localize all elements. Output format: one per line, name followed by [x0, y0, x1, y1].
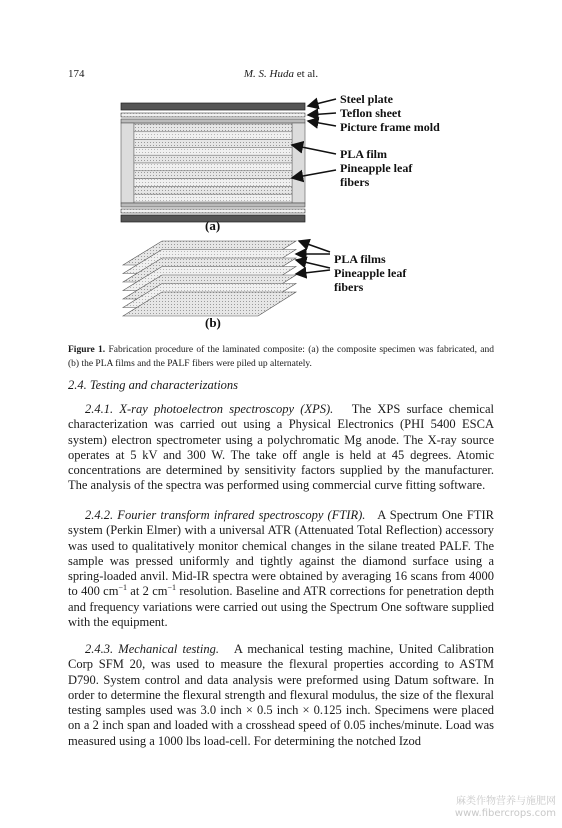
arrow-pla-films-1 [299, 241, 330, 252]
fiber-layer [134, 132, 292, 140]
label-fibers-b: fibers [334, 280, 364, 294]
paragraph-xps [68, 402, 494, 494]
caption-text: Fabrication procedure of the laminated composite: (a) the composite specimen was fabricated, and (b) the PLA films and the PALF fibers were piled up alternately. [68, 345, 494, 369]
label-pineapple-leaf: Pineapple leaf [340, 161, 413, 175]
paragraph-title-xps: 2.4.1. X-ray photoelectron spectroscopy (XPS). [85, 402, 334, 416]
watermark-line-2: www.fibercrops.com [454, 808, 556, 819]
frame-mold-bottom [121, 203, 305, 207]
fiber-layer [134, 194, 292, 202]
paragraph-text-ftir-1: A Spectrum One FTIR system (Perkin Elmer) with a universal ATR (Attenuated Total Reflection) accessory was used to qualitatively monitor chemical changes in the silane treated PALF. The sample was pressed uniformly and tightly against the diamond surface using a spring-loaded anvil. Mid-IR spectra were obtained by averaging 16 scans from 4000 to 400 cm [68, 508, 494, 599]
paragraph-text-ftir-3: resolution. Baseline and ATR corrections for penetration depth and frequency variations were carried out using the Spectrum One software supplied with the equipment. [68, 584, 494, 630]
fiber-layer [134, 147, 292, 155]
arrow-frame-mold [308, 121, 336, 126]
running-header-author: M. S. Huda [243, 68, 294, 80]
frame-mold-left [121, 123, 134, 203]
superscript-2: −1 [167, 583, 177, 593]
paragraph-text-mechanical: A mechanical testing machine, United Calibration Corp SFM 20, was used to measure the flexural properties according to ASTM D790. System control and data analysis were preformed using Datum software. In order to determine the flexural strength and flexural modulus, the size of the flexural testing samples used was 3.0 inch × 0.5 inch × 0.125 inch. Specimens were placed on a 2 inch span and loaded with a crosshead speed of 0.05 inches/minute. Load was measured using a 1000 lbs load-cell. For determining the notched Izod [68, 642, 495, 748]
paragraph-title-ftir: 2.4.2. Fourier transform infrared spectroscopy (FTIR). [85, 508, 366, 522]
pla-film-layer [134, 155, 292, 163]
section-heading: 2.4. Testing and characterizations [68, 378, 239, 392]
label-steel-plate: Steel plate [340, 92, 393, 106]
pla-film-layer [134, 140, 292, 148]
fiber-layer [134, 179, 292, 187]
arrow-pineapple-2 [296, 270, 330, 274]
paragraph-text-ftir-2: at 2 cm [126, 584, 168, 599]
caption-label: Figure 1. [68, 345, 106, 355]
label-pla-film: PLA film [340, 147, 387, 161]
pla-film-layer [134, 171, 292, 179]
teflon-sheet-bottom [121, 209, 305, 213]
diagram-b [123, 241, 407, 330]
arrow-steel-plate [308, 99, 336, 106]
running-header-etal: et al. [293, 68, 319, 80]
teflon-sheet-top [121, 113, 305, 117]
paragraph-title-mechanical: 2.4.3. Mechanical testing. [85, 642, 219, 656]
pla-film-layer [134, 124, 292, 132]
label-pla-films: PLA films [334, 252, 386, 266]
paragraph-mechanical [68, 642, 494, 749]
figure-caption [68, 343, 494, 371]
page-number: 174 [68, 68, 85, 80]
label-teflon-sheet: Teflon sheet [340, 106, 402, 120]
watermark [455, 796, 556, 820]
label-pineapple-leaf-b: Pineapple leaf [334, 266, 407, 280]
figure-1 [0, 88, 562, 338]
frame-mold-top [121, 119, 305, 123]
panel-label-a: (a) [205, 218, 221, 233]
watermark-line-1: 麻类作物营养与施肥网 [456, 796, 556, 807]
running-header [0, 68, 562, 80]
panel-label-b: (b) [205, 315, 221, 330]
superscript-1: −1 [118, 583, 127, 593]
fiber-layer [134, 163, 292, 171]
paragraph-text-xps: The XPS surface chemical characterization was carried out using a Physical Electronics (PHI 5400 ESCA system) electron spectrometer using a polychromatic Mg anode. The X-ray source operates at 5 kV and 300 W. The take off angle is held at 45 degrees. Atomic concentrations are determined by sensitivity factors supplied by the manufacturer. The analysis of the spectra was performed using commercial curve fitting software. [68, 402, 494, 493]
arrow-pineapple-1 [296, 260, 330, 268]
label-frame-mold: Picture frame mold [340, 120, 440, 134]
arrow-teflon-sheet [308, 113, 336, 115]
label-fibers: fibers [340, 175, 370, 189]
paragraph-ftir [68, 508, 494, 630]
pla-film-layer [134, 186, 292, 194]
steel-plate-top [121, 103, 305, 110]
diagram-a [121, 92, 440, 233]
frame-mold-right [292, 123, 305, 203]
